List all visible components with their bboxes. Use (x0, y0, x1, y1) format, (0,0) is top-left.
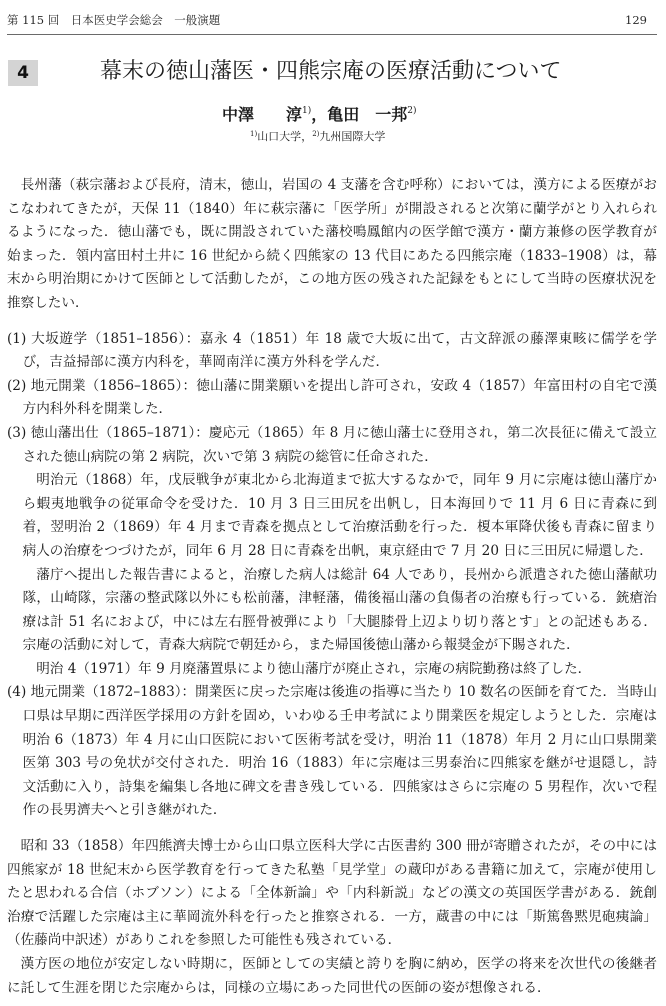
affiliation-mark: 1) (302, 106, 312, 116)
list-item (7, 681, 657, 823)
item-text: 地元開業（1856–1865）：徳山藩に開業願いを提出し許可され，安政 4（1857）年富田村の自宅で漢方内科外科を開業した． (22, 377, 657, 418)
item-text: 徳山藩出仕（1865–1871）：慶応元（1865）年 8 月に徳山藩士に登用され，第二次長征に備えて設立された徳山病院の第 2 病院，次いで第 3 病院の総管に任命された． (22, 424, 657, 465)
list-item (7, 375, 657, 422)
page-number: 129 (625, 13, 647, 27)
affiliation-mark: 1) (250, 130, 258, 138)
item-text: 大坂遊学（1851–1856）：嘉永 4（1851）年 18 歳で大坂に出て，古文辞派の藤澤東畡に儒学を学び，吉益掃部に漢方内科を，華岡南洋に漢方外科を学んだ． (22, 330, 657, 371)
affiliation-mark: 2) (407, 106, 417, 116)
author-name: 中澤 淳 (222, 105, 303, 124)
list-item (7, 328, 657, 375)
article-body (7, 174, 657, 1000)
author-separator: ， (311, 105, 328, 124)
closing-paragraph: 昭和 33（1858）年四熊濟夫博士から山口県立医科大学に古医書約 300 冊が寄贈されたが，その中には四熊家が 18 世紀末から医学教育を行ってきた私塾「見学堂」の蔵印がある書籍に加えて，宗庵が使用したと思われる合信（ホブソン）による「全体新論」や「内科新説」などの漢文の英国医学書がある．銃創治療で活躍した宗庵は主に華岡流外科を行ったと推察される．一方，蔵書の中には「斯篤魯黙児砲痍論」（佐藤尚中訳述）がありこれを参照した可能性も残されている． (7, 838, 657, 949)
running-header (7, 10, 657, 35)
closing-paragraph: 漢方医の地位が安定しない時期に，医師としての実績と誇りを胸に納め，医学の将来を次世代の後継者に託して生涯を閉じた宗庵からは，同様の立場にあった同世代の医師の姿が想像される． (7, 956, 657, 996)
author-name: 亀田 一邦 (327, 105, 408, 124)
sub-paragraph: 明治 4（1971）年 9 月廃藩置県により徳山藩庁が廃止され，宗庵の病院勤務は終了した． (36, 660, 592, 677)
affiliation-mark: 2) (312, 130, 320, 138)
sub-paragraph: 藩庁へ提出した報告書によると，治療した病人は総計 64 人であり，長州から派遣された徳山藩献功隊，山崎隊，宗藩の整武隊以外にも松前藩，津軽藩，備後福山藩の負傷者の治療も行っている．銃瘡治療は計 51 名におよび，中には左右脛骨被弾により「大腿膝骨上辺より切り落とす」との記述もある．宗庵の活動に対して，青森大病院で朝廷から，また帰国後徳山藩から報奨金が下賜された． (22, 566, 657, 654)
intro-paragraph: 長州藩（萩宗藩および長府，清末，徳山，岩国の 4 支藩を含む呼称）においては，漢方による医療がおこなわれてきたが，天保 11（1840）年に萩宗藩に「医学所」が開設されると次第に蘭学がとり入れられるようになった．徳山藩でも，既に開設されていた藩校鳴鳳館内の医学館で漢方・蘭方兼修の医学教育が始まった．領内富田村土井に 16 世紀から続く四熊家の 13 代目にあたる四熊宗庵（1833–1908）は，幕末から明治期にかけて医師として活動したが，この地方医の残された記録をもとにして当時の医療状況を推察したい． (7, 177, 657, 311)
item-label: (2) (7, 377, 27, 394)
affiliation-list (250, 126, 385, 145)
running-title: 第 115 回 日本医史学会総会 一般演題 (7, 13, 221, 27)
item-text: 地元開業（1872–1883）：開業医に戻った宗庵は後進の指導に当たり 10 数名の医師を育てた．当時山口県は早期に西洋医学採用の方針を固め，いわゆる壬申考試により開業医を規定しようとした．宗庵は明治 6（1873）年 4 月に山口医院において医術考試を受け，明治 11（1878）年月 2 月に山口県開業医第 303 号の免状が交付された．明治 16（1883）年に宗庵は三男泰治に四熊家を継がせ退隠し，詩文活動に入り，詩集を編集し各地に碑文を書き残している．四熊家はさらに宗庵の 5 男程作，次いで程作の長男濟夫へと引き継がれた． (22, 684, 658, 819)
item-label: (3) (7, 424, 27, 441)
author-list (222, 100, 417, 126)
article-title: 幕末の徳山藩医・四熊宗庵の医療活動について (100, 59, 562, 84)
affiliation-name: 山口大学 (257, 130, 302, 143)
article-number-badge: 4 (8, 60, 38, 86)
affiliation-separator: ， (301, 130, 313, 143)
item-label: (4) (7, 684, 27, 701)
affiliation-name: 九州国際大学 (319, 130, 386, 143)
sub-paragraph: 明治元（1868）年，戊辰戦争が東北から北海道まで拡大するなかで，同年 9 月に宗庵は徳山藩庁から蝦夷地戦争の従軍命令を受けた．10 月 3 日三田尻を出帆し，日本海回りで 11 月 6 日に青森に到着，翌明治 2（1869）年 4 月まで青森を拠点として治療活動を行った．榎本軍降伏後も青森に留まり病人の治療をつづけたが，同年 6 月 28 日に青森を出帆，東京経由で 7 月 20 日に三田尻に帰還した． (22, 472, 657, 559)
item-label: (1) (7, 330, 27, 347)
list-item (7, 422, 657, 469)
